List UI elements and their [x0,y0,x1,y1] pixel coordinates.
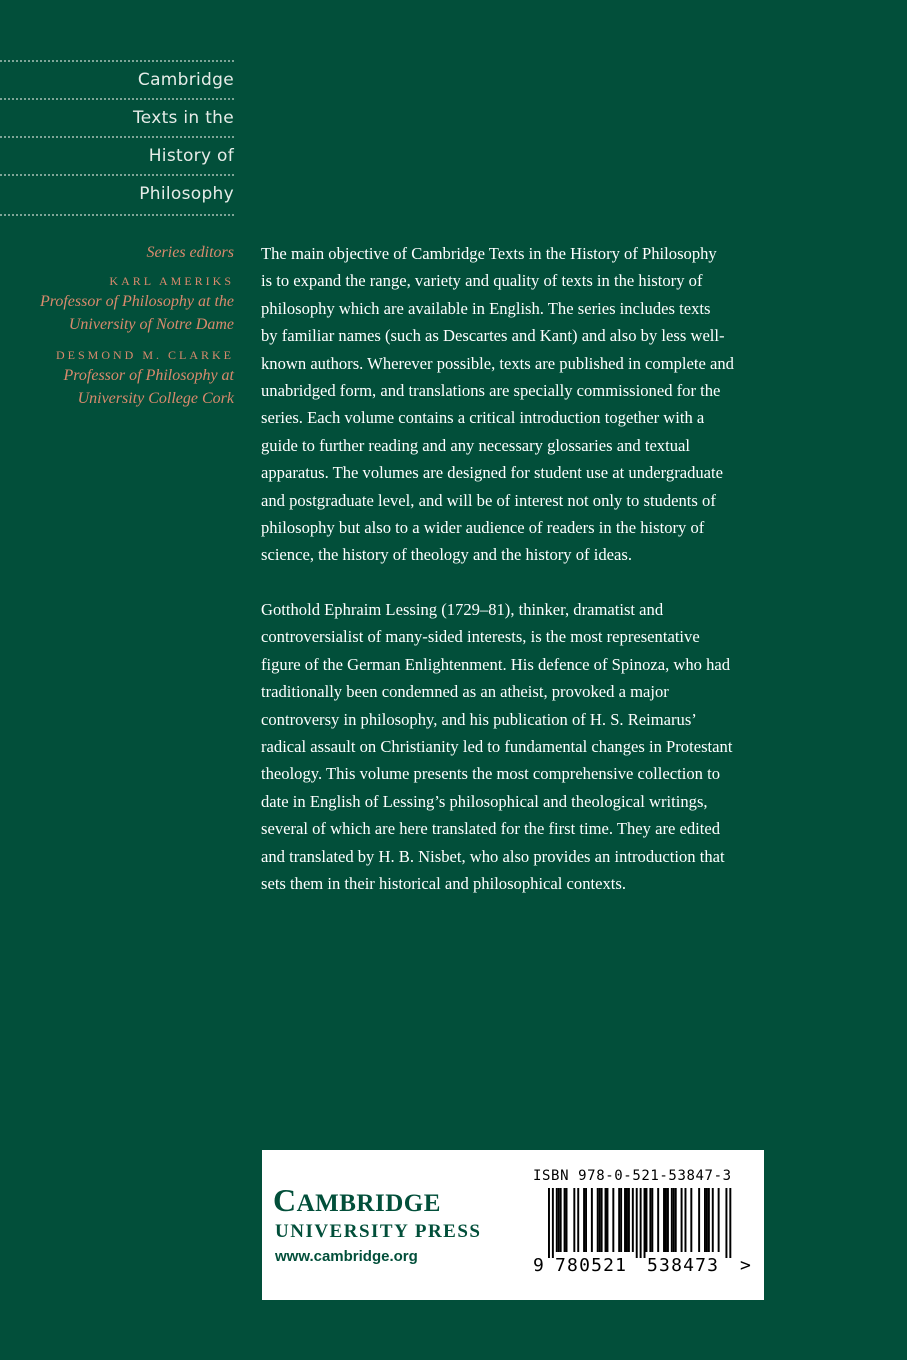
text-line: by familiar names (such as Descartes and Kant) and also by less well- [261,326,725,346]
text-line: theology. This volume presents the most comprehensive collection to [261,764,721,784]
series-title-line-1: Cambridge [137,70,234,90]
series-title-line-4: Philosophy [139,184,234,204]
barcode-bar [577,1188,579,1252]
text-line: philosophy which are available in English. The series includes texts [261,298,711,318]
barcode-bar [605,1188,607,1252]
text-line: sets them in their historical and philosophical contexts. [261,873,626,893]
publisher-subtitle: UNIVERSITY PRESS [275,1221,482,1242]
barcode-bar [601,1188,603,1252]
barcode-bar [729,1188,731,1258]
text-line: several of which are here translated for the first time. They are edited [261,819,721,839]
barcode-bar [725,1188,727,1258]
barcode-bar [624,1188,626,1252]
barcode-bar [646,1188,648,1252]
barcode-bar [591,1188,593,1252]
text-line: The main objective of Cambridge Texts in the History of Philosophy [261,244,717,263]
publisher-barcode-panel [262,1150,764,1300]
barcode-bar [573,1188,575,1252]
barcode-right-digits: 538473 [647,1255,720,1276]
barcode-bar [718,1188,720,1252]
text-line: is to expand the range, variety and quality of texts in the history of [261,271,703,291]
barcode-bar [548,1188,550,1258]
barcode-bar [628,1188,630,1252]
barcode-bar [566,1188,568,1252]
barcode-bar [636,1188,638,1258]
barcode-left-digits: 780521 [555,1255,628,1276]
blurb [261,240,767,897]
barcode-bar [685,1188,687,1252]
text-line: known authors. Wherever possible, texts are published in complete and [261,353,734,373]
barcode-quiet-mark: > [740,1255,753,1276]
barcode-bar [618,1188,620,1252]
barcode-bar [599,1188,601,1252]
barcode-bar [706,1188,708,1252]
barcode-bar [657,1188,659,1252]
barcode-bar [607,1188,609,1252]
barcode-bar [667,1188,669,1252]
barcode-bar [560,1188,562,1252]
barcode-bar [651,1188,653,1252]
barcode-bar [675,1188,677,1252]
dotted-rule [0,214,234,216]
barcode-bar [640,1188,642,1258]
series-title-line-2: Texts in the [132,108,234,128]
series-editors [0,242,234,410]
barcode-bar [681,1188,683,1252]
text-line: science, the history of theology and the history of ideas. [261,545,632,565]
barcode-bar [649,1188,651,1252]
text-line: figure of the German Enlightenment. His defence of Spinoza, who had [261,654,731,674]
barcode-bar [564,1188,566,1252]
text-line: date in English of Lessing’s philosophical and theological writings, [261,791,708,811]
publisher-url: www.cambridge.org [275,1248,418,1265]
barcode-bar [708,1188,710,1252]
text-line: and postgraduate level, and will be of interest not only to students of [261,490,716,510]
barcode-bar [612,1188,614,1252]
publisher-name-rest: AMBRIDGE [296,1190,441,1217]
editor-affiliation: University of Notre Dame [68,316,234,333]
text-line: apparatus. The volumes are designed for student use at undergraduate [261,463,724,483]
barcode-bar [673,1188,675,1252]
barcode-bar [690,1188,692,1252]
barcode-bar [597,1188,599,1252]
text-line: radical assault on Christianity led to fundamental changes in Protestant [261,736,733,756]
text-line: controversialist of many-sided interests, is the most representative [261,627,700,647]
dotted-rule [0,98,234,100]
barcode-bar [583,1188,585,1252]
publisher-logo [273,1182,482,1265]
barcode-bar [626,1188,628,1252]
text-line: series. Each volume contains a critical introduction together with a [261,408,705,428]
barcode-bar [632,1188,634,1252]
barcode-bar [558,1188,560,1252]
text-line: Gotthold Ephraim Lessing (1729–81), thinker, dramatist and [261,599,664,619]
barcode-bar [712,1188,714,1252]
series-editors-label: Series editors [146,244,234,261]
barcode-bar [663,1188,665,1252]
barcode-lead-digit: 9 [533,1255,546,1276]
text-line: and translated by H. B. Nisbet, who also provides an introduction that [261,846,725,866]
isbn-text: ISBN 978-0-521-53847-3 [533,1168,732,1184]
barcode-bar [556,1188,558,1252]
barcode-bar [620,1188,622,1252]
barcode-bar [704,1188,706,1252]
publisher-name-initial: C [273,1182,297,1218]
editor-name: KARL AMERIKS [109,274,234,288]
editor-name: DESMOND M. CLARKE [55,348,234,362]
dotted-rule [0,174,234,176]
barcode-bar [698,1188,700,1252]
text-line: traditionally been condemned as an atheist, provoked a major [261,682,669,702]
book-description-paragraph [261,596,767,897]
text-line: controversy in philosophy, and his publication of H. S. Reimarus’ [261,709,697,729]
editor-affiliation: Professor of Philosophy at [63,367,234,384]
barcode-bar [671,1188,673,1252]
text-line: guide to further reading and any necessary glossaries and textual [261,435,690,455]
barcode-bar [665,1188,667,1252]
barcode-image [548,1188,738,1258]
publisher-name [273,1182,482,1222]
text-line: unabridged form, and translations are specially commissioned for the [261,381,721,401]
series-description-paragraph [261,240,767,569]
dotted-rule [0,60,234,62]
editor-affiliation: Professor of Philosophy at the [39,293,234,310]
series-title-line-3: History of [148,146,234,166]
barcode-bar [644,1188,646,1258]
text-line: philosophy but also to a wider audience of readers in the history of [261,518,705,538]
editor-affiliation: University College Cork [77,390,234,407]
barcode-bar [552,1188,554,1258]
dotted-rule [0,136,234,138]
barcode-bar [585,1188,587,1252]
